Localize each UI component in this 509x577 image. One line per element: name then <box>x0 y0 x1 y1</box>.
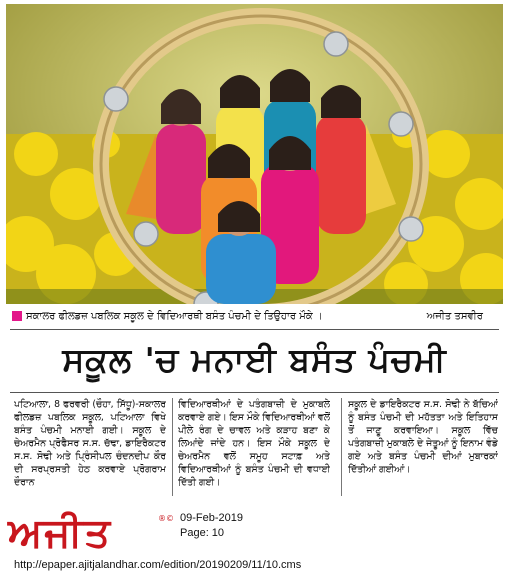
divider <box>10 329 499 330</box>
news-photo <box>6 4 503 304</box>
article-body <box>14 398 498 498</box>
edition-date: 09-Feb-2019 <box>180 512 243 524</box>
column-divider <box>172 398 173 496</box>
page-number: Page: 10 <box>180 527 225 539</box>
registered-mark: ®© <box>158 514 174 523</box>
caption-text: ਸਕਾਲਰ ਫੀਲਡਜ਼ ਪਬਲਿਕ ਸਕੂਲ ਦੇ ਵਿਦਿਆਰਥੀ ਬਸੰਤ ਪੰਚਮੀ ਦੇ ਤਿਉਹਾਰ ਮੌਕੇ । <box>26 311 323 322</box>
divider <box>10 392 499 393</box>
logo-text: ਅਜੀਤ <box>8 509 113 556</box>
photo-illustration <box>6 4 503 304</box>
photo-caption <box>12 308 497 326</box>
article-column-1: ਪਟਿਆਲਾ, 8 ਫਰਵਰੀ (ਚੌਹਾ, ਸਿੱਧੂ)-ਸਕਾਲਰ ਫੀਲਡਜ਼ ਪਬਲਿਕ ਸਕੂਲ, ਪਟਿਆਲਾ ਵਿਖੇ ਬਸੰਤ ਪੰਚਮੀ ਮਨਾਈ ਗਈ। ਸਕੂਲ ਦੇ ਚੇਅਰਮੈਨ ਪ੍ਰੋਫੈਸਰ ਸ.ਸ. ਚੱਢਾ, ਡਾਇਰੈਕਟਰ ਸ.ਸ. ਸੋਢੀ ਅਤੇ ਪ੍ਰਿੰਸੀਪਲ ਚੰਦਨਦੀਪ ਕੌਰ ਦੀ ਸਰਪ੍ਰਸਤੀ ਹੇਠ ਕਰਵਾਏ ਪ੍ਰੋਗਰਾਮ ਦੌਰਾਨ <box>14 399 166 488</box>
article-column-2: ਵਿਦਿਆਰਥੀਆਂ ਦੇ ਪਤੰਗਬਾਜ਼ੀ ਦੇ ਮੁਕਾਬਲੇ ਕਰਵਾਏ ਗਏ। ਇਸ ਮੌਕੇ ਵਿਦਿਆਰਥੀਆਂ ਵਲੋਂ ਪੀਲੇ ਰੰਗ ਦੇ ਚਾਵਲ ਅਤੇ ਕੜਾਹ ਬਣਾ ਕੇ ਲਿਆਂਦੇ ਜਾਂਦੇ ਹਨ। ਇਸ ਮੌਕੇ ਸਕੂਲ ਦੇ ਚੇਅਰਮੈਨ ਵਲੋਂ ਸਮੂਹ ਸਟਾਫ਼ ਅਤੇ ਵਿਦਿਆਰਥੀਆਂ ਨੂੰ ਬਸੰਤ ਪੰਚਮੀ ਦੀ ਵਧਾਈ ਦਿੱਤੀ ਗਈ। <box>178 399 330 488</box>
article-column-3: ਸਕੂਲ ਦੇ ਡਾਇਰੈਕਟਰ ਸ.ਸ. ਸੋਢੀ ਨੇ ਬੱਚਿਆਂ ਨੂੰ ਬਸੰਤ ਪੰਚਮੀ ਦੀ ਮਹੱਤਤਾ ਅਤੇ ਇਤਿਹਾਸ ਤੋਂ ਜਾਣੂ ਕਰਵਾਇਆ। ਸਕੂਲ ਵਿੱਚ ਪਤੰਗਬਾਜ਼ੀ ਮੁਕਾਬਲੇ ਦੇ ਜੇਤੂਆਂ ਨੂੰ ਇਨਾਮ ਵੰਡੇ ਗਏ ਅਤੇ ਬਸੰਤ ਪੰਚਮੀ ਦੀਆਂ ਮੁਬਾਰਕਾਂ ਦਿੱਤੀਆਂ ਗਈਆਂ। <box>348 399 498 475</box>
column-divider <box>341 398 342 496</box>
caption-marker <box>12 311 22 321</box>
ajit-logo <box>8 506 174 560</box>
photo-credit: ਅਜੀਤ ਤਸਵੀਰ <box>426 311 483 322</box>
headline: ਸਕੂਲ 'ਚ ਮਨਾਈ ਬਸੰਤ ਪੰਚਮੀ <box>62 340 447 379</box>
source-url[interactable]: http://epaper.ajitjalandhar.com/edition/20190209/11/10.cms <box>14 559 302 571</box>
